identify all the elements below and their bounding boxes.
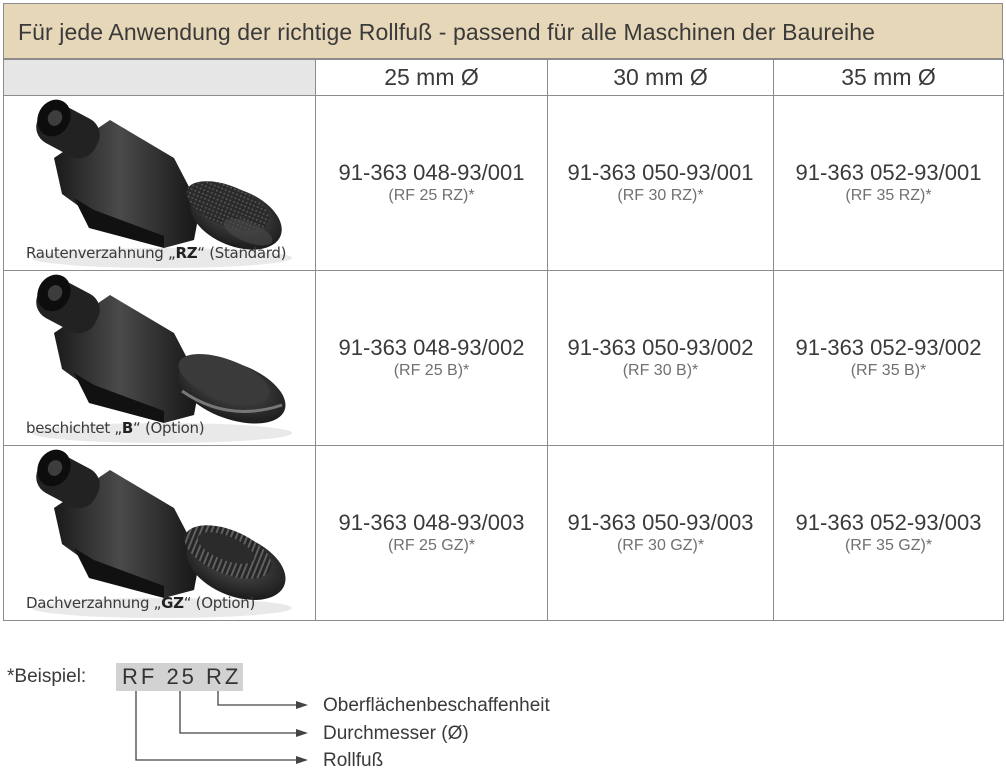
arrow-head-icon [296, 701, 308, 709]
part-cell: 91-363 050-93/002 (RF 30 B)* [548, 271, 774, 446]
table-row [4, 271, 1004, 446]
row-caption: Rautenverzahnung „RZ“ (Standard) [26, 244, 287, 262]
roller-foot-b-image [14, 273, 304, 443]
header-blank-cell [4, 60, 316, 96]
product-image-cell [4, 96, 316, 271]
part-cell: 91-363 048-93/001 (RF 25 RZ)* [316, 96, 548, 271]
product-image-cell [4, 446, 316, 621]
part-cell: 91-363 052-93/002 (RF 35 B)* [774, 271, 1004, 446]
part-cell: 91-363 050-93/001 (RF 30 RZ)* [548, 96, 774, 271]
example-section [0, 650, 1006, 774]
example-label: *Beispiel: [7, 666, 87, 687]
part-cell: 91-363 048-93/002 (RF 25 B)* [316, 271, 548, 446]
part-cell: 91-363 050-93/003 (RF 30 GZ)* [548, 446, 774, 621]
arrow-head-icon [296, 729, 308, 737]
arrow-head-icon [296, 756, 308, 764]
roller-foot-rz-image [14, 98, 304, 268]
product-table [3, 3, 1003, 621]
part-cell: 91-363 052-93/001 (RF 35 RZ)* [774, 96, 1004, 271]
product-image-cell [4, 271, 316, 446]
table-row [4, 96, 1004, 271]
legend-roller-foot: Rollfuß [323, 750, 384, 771]
legend-diameter: Durchmesser (Ø) [323, 723, 469, 744]
part-cell: 91-363 048-93/003 (RF 25 GZ)* [316, 446, 548, 621]
row-caption: Dachverzahnung „GZ“ (Option) [26, 594, 256, 612]
legend-surface: Oberflächenbeschaffenheit [323, 695, 550, 716]
table-banner: Für jede Anwendung der richtige Rollfuß - passend für alle Maschinen der Baureihe [3, 3, 1003, 59]
part-cell: 91-363 052-93/003 (RF 35 GZ)* [774, 446, 1004, 621]
header-35mm: 35 mm Ø [774, 60, 1004, 96]
size-grid [3, 59, 1004, 621]
header-30mm: 30 mm Ø [548, 60, 774, 96]
header-25mm: 25 mm Ø [316, 60, 548, 96]
header-row [4, 60, 1004, 96]
row-caption: beschichtet „B“ (Option) [26, 419, 205, 437]
example-code-box: RF 25 RZ [116, 663, 243, 691]
roller-foot-gz-image [14, 448, 304, 618]
table-row [4, 446, 1004, 621]
